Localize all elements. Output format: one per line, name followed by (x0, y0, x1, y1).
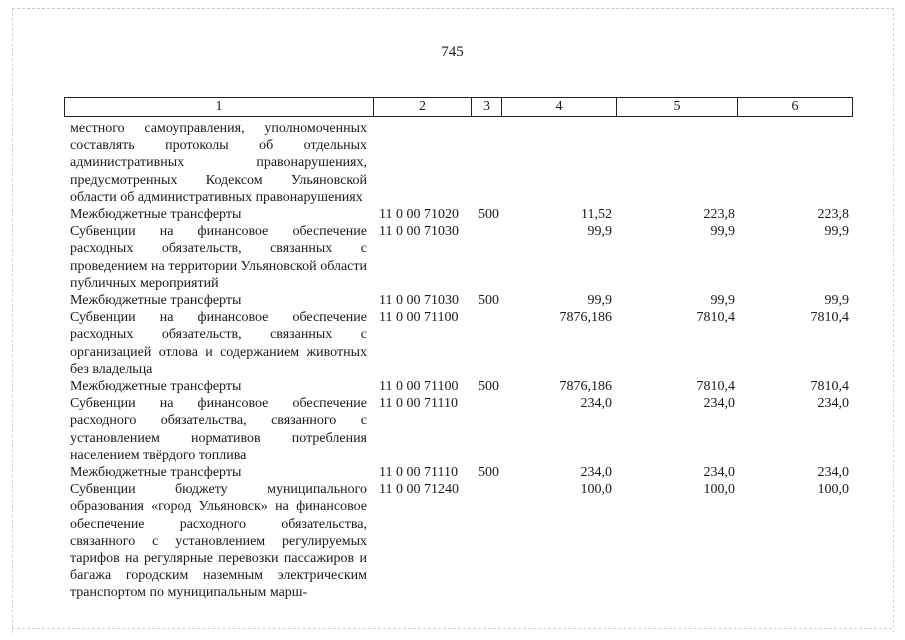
row-vr: 500 (478, 379, 499, 395)
row-name: Межбюджетные трансферты (70, 207, 242, 223)
header-cell-3: 3 (472, 98, 502, 116)
header-cell-1: 1 (65, 98, 374, 116)
row-code: 11 0 00 71100 (379, 379, 459, 395)
row-vr: 500 (478, 465, 499, 481)
row-name: Субвенции на финансовое обеспечение расходного обязательства, связанного с установлением нормативов потребления населением твёрдого топлива (70, 396, 367, 463)
row-name: Субвенции на финансовое обеспечение расходных обязательств, связанных с проведением на территории Ульяновской области публичных мероприятий (70, 224, 367, 291)
page-number: 745 (441, 44, 464, 60)
row-value-4: 99,9 (587, 293, 612, 309)
row-value-6: 99,9 (824, 293, 849, 309)
row-value-4: 7876,186 (559, 379, 612, 395)
row-value-4: 100,0 (580, 482, 612, 498)
table-header-row (64, 97, 853, 117)
row-value-6: 234,0 (817, 396, 849, 412)
row-name: Межбюджетные трансферты (70, 465, 242, 481)
row-value-5: 234,0 (703, 396, 735, 412)
table-row (70, 223, 855, 292)
row-value-4: 7876,186 (559, 310, 612, 326)
row-name: Межбюджетные трансферты (70, 379, 242, 395)
header-cell-6: 6 (791, 99, 799, 114)
table-row (70, 464, 855, 481)
scan-bottom-edge (12, 628, 892, 629)
row-code: 11 0 00 71100 (379, 310, 459, 326)
table-row (70, 378, 855, 395)
header-cell-5: 5 (617, 98, 738, 116)
table-row (70, 481, 855, 601)
row-value-5: 7810,4 (696, 379, 735, 395)
row-code: 11 0 00 71240 (379, 482, 459, 498)
row-value-6: 223,8 (817, 207, 849, 223)
row-value-5: 234,0 (703, 465, 735, 481)
row-name: Субвенции на финансовое обеспечение расходных обязательств, связанных с организацией отлова и содержанием животных без владельца (70, 310, 367, 377)
row-value-6: 7810,4 (810, 310, 849, 326)
row-code: 11 0 00 71110 (379, 396, 458, 412)
row-value-5: 99,9 (710, 224, 735, 240)
row-code: 11 0 00 71110 (379, 465, 458, 481)
row-value-5: 223,8 (703, 207, 735, 223)
row-value-5: 99,9 (710, 293, 735, 309)
table-row (70, 292, 855, 309)
row-code: 11 0 00 71020 (379, 207, 459, 223)
table-row (70, 206, 855, 223)
table-body (70, 120, 855, 602)
row-value-4: 234,0 (580, 396, 612, 412)
table-row (70, 309, 855, 378)
header-cell-2: 2 (374, 98, 472, 116)
row-value-4: 11,52 (581, 207, 612, 223)
row-value-6: 234,0 (817, 465, 849, 481)
table-row (70, 120, 855, 206)
row-value-6: 7810,4 (810, 379, 849, 395)
row-code: 11 0 00 71030 (379, 293, 459, 309)
row-vr: 500 (478, 293, 499, 309)
row-value-5: 7810,4 (696, 310, 735, 326)
row-code: 11 0 00 71030 (379, 224, 459, 240)
row-value-4: 234,0 (580, 465, 612, 481)
row-name: местного самоуправления, уполномоченных составлять протоколы об отдельных административных правонарушениях, предусмотренных Кодексом Ульяновской области об административных правонарушениях (70, 121, 367, 205)
row-value-5: 100,0 (703, 482, 735, 498)
table-row (70, 395, 855, 464)
row-value-6: 99,9 (824, 224, 849, 240)
row-name: Межбюджетные трансферты (70, 293, 242, 309)
row-name: Субвенции бюджету муниципального образования «город Ульяновск» на финансовое обеспечение расходного обязательства, связанного с установлением регулируемых тарифов на регулярные перевозки пассажиров и багажа городским наземным электрическим транспортом по муниципальным марш- (70, 482, 367, 601)
row-value-6: 100,0 (817, 482, 849, 498)
row-value-4: 99,9 (587, 224, 612, 240)
row-vr: 500 (478, 207, 499, 223)
header-cell-4: 4 (502, 98, 617, 116)
